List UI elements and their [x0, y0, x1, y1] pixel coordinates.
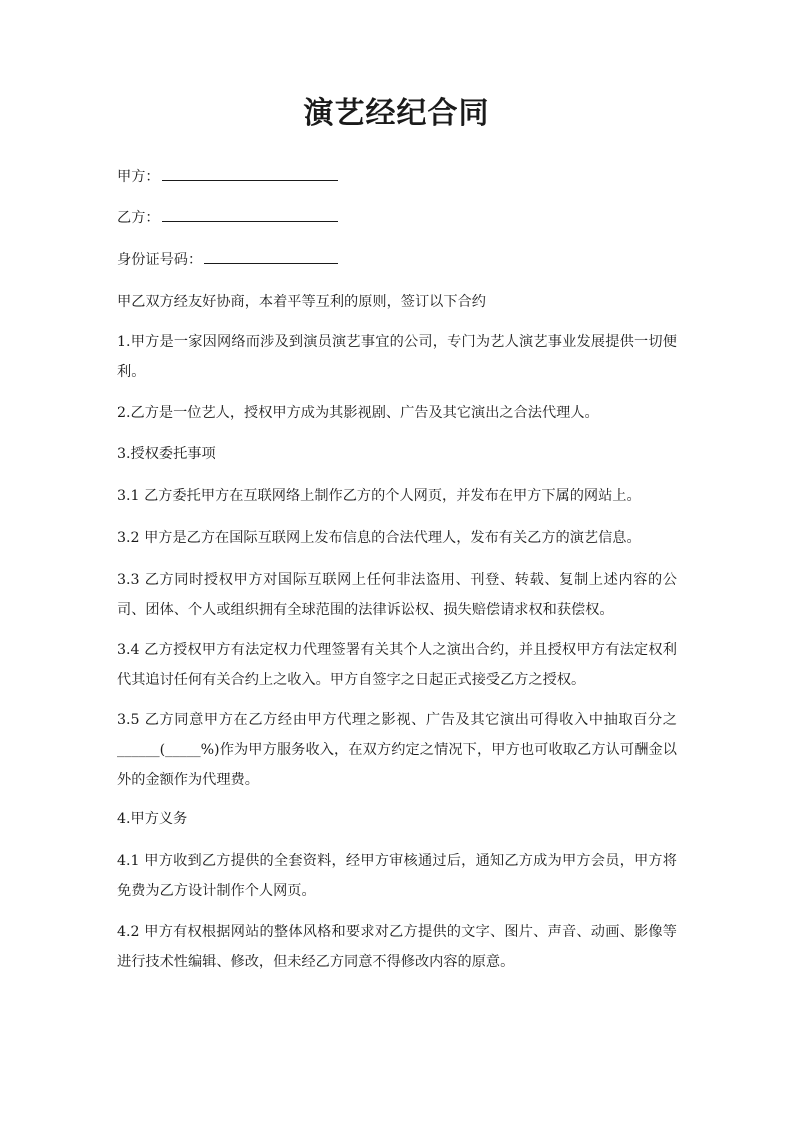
- document-title: 演艺经纪合同: [303, 96, 490, 131]
- clause-4-2: 4.2 甲方有权根据网站的整体风格和要求对乙方提供的文字、图片、声音、动画、影像等进行技术性编辑、修改，但未经乙方同意不得修改内容的原意。: [117, 924, 677, 970]
- clause-3-2: 3.2 甲方是乙方在国际互联网上发布信息的合法代理人，发布有关乙方的演艺信息。: [117, 530, 641, 546]
- party-a-blank[interactable]: [162, 168, 338, 181]
- party-b-blank[interactable]: [162, 209, 338, 222]
- clause-3-5: 3.5 乙方同意甲方在乙方经由甲方代理之影视、广告及其它演出可得收入中抽取百分之______(_____%)作为甲方服务收入，在双方约定之情况下，甲方也可收取乙方认可酬金以外的金额作为代理费。: [117, 712, 677, 788]
- party-b-label: 乙方：: [117, 210, 160, 226]
- id-number-label: 身份证号码：: [117, 252, 203, 268]
- clause-4-1: 4.1 甲方收到乙方提供的全套资料，经甲方审核通过后，通知乙方成为甲方会员，甲方将免费为乙方设计制作个人网页。: [117, 853, 677, 899]
- clause-3-4: 3.4 乙方授权甲方有法定权力代理签署有关其个人之演出合约，并且授权甲方有法定权利代其追讨任何有关合约上之收入。甲方自签字之日起正式接受乙方之授权。: [117, 642, 677, 688]
- clause-1: 1.甲方是一家因网络而涉及到演员演艺事宜的公司，专门为艺人演艺事业发展提供一切便利。: [117, 334, 677, 380]
- id-number-blank[interactable]: [204, 251, 338, 264]
- clause-2: 2.乙方是一位艺人，授权甲方成为其影视剧、广告及其它演出之合法代理人。: [117, 405, 599, 421]
- id-number-field: [117, 245, 677, 275]
- party-a-label: 甲方：: [117, 169, 160, 185]
- clause-3-3: 3.3 乙方同时授权甲方对国际互联网上任何非法盗用、刊登、转载、复制上述内容的公司、团体、个人或组织拥有全球范围的法律诉讼权、损失赔偿请求权和获偿权。: [117, 572, 677, 618]
- clause-4-heading: 4.甲方义务: [117, 811, 188, 827]
- party-a-field: [117, 162, 677, 192]
- intro-paragraph: 甲乙双方经友好协商，本着平等互利的原则，签订以下合约: [117, 294, 486, 310]
- clause-3-1: 3.1 乙方委托甲方在互联网络上制作乙方的个人网页，并发布在甲方下属的网站上。: [117, 488, 641, 504]
- clause-3-heading: 3.授权委托事项: [117, 446, 216, 462]
- party-b-field: [117, 203, 677, 233]
